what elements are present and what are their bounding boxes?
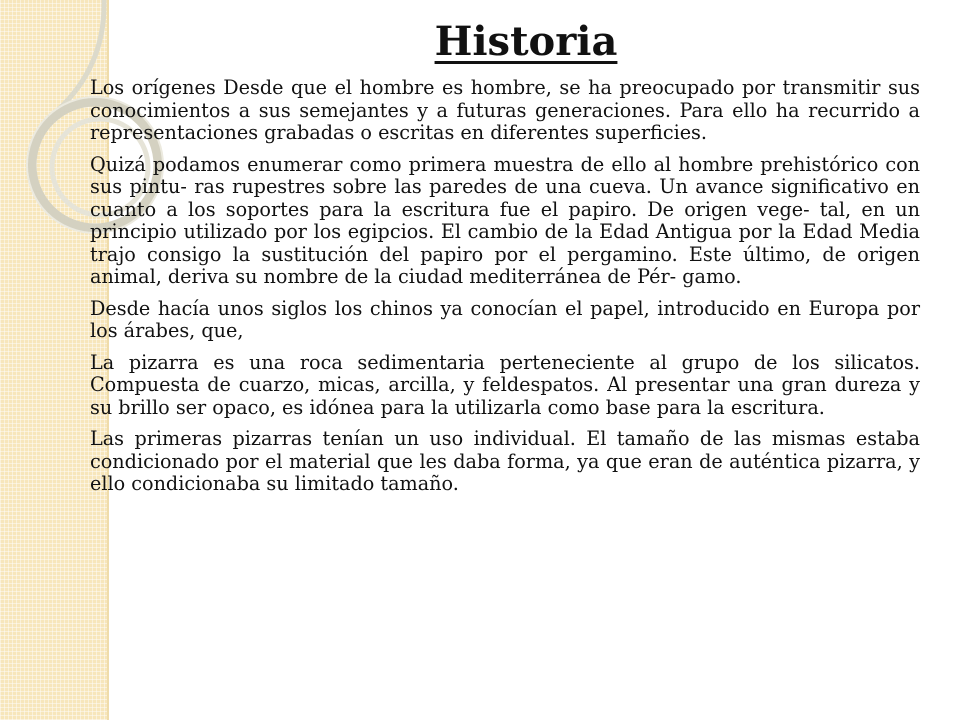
paragraph-first-slates: Las primeras pizarras tenían un uso individual. El tamaño de las mismas estaba condicionado por el material que les daba forma, ya que eran de auténtica pizarra, y ello condicionaba su limitado tamaño.: [90, 427, 920, 495]
slide-body: [90, 77, 920, 505]
paragraph-papyrus: Quizá podamos enumerar como primera muestra de ello al hombre prehistórico con sus pintu- ras rupestres sobre las paredes de una cueva. Un avance significativo en cuanto a los soportes para la escritura fue el papiro. De origen vege- tal, en un principio utilizado por los egipcios. El cambio de la Edad Antigua por la Edad Media trajo consigo la sustitución del papiro por el pergamino. Este último, de origen animal, deriva su nombre de la ciudad mediterránea de Pér- gamo.: [90, 152, 920, 288]
paragraph-paper: Desde hacía unos siglos los chinos ya conocían el papel, introducido en Europa por los árabes, que,: [90, 296, 920, 342]
paragraph-slate: La pizarra es una roca sedimentaria perteneciente al grupo de los silicatos. Compuesta de cuarzo, micas, arcilla, y feldespatos. Al presentar una gran dureza y su brillo ser opaco, es idónea para la utilizarla como base para la escritura.: [90, 350, 920, 419]
paragraph-origins: Los orígenes Desde que el hombre es hombre, se ha preocupado por transmitir sus conocimientos a sus semejantes y a futuras generaciones. Para ello ha recurrido a representaciones grabadas o escritas en diferentes superficies.: [90, 76, 920, 144]
slide-title: Historia: [434, 18, 618, 65]
